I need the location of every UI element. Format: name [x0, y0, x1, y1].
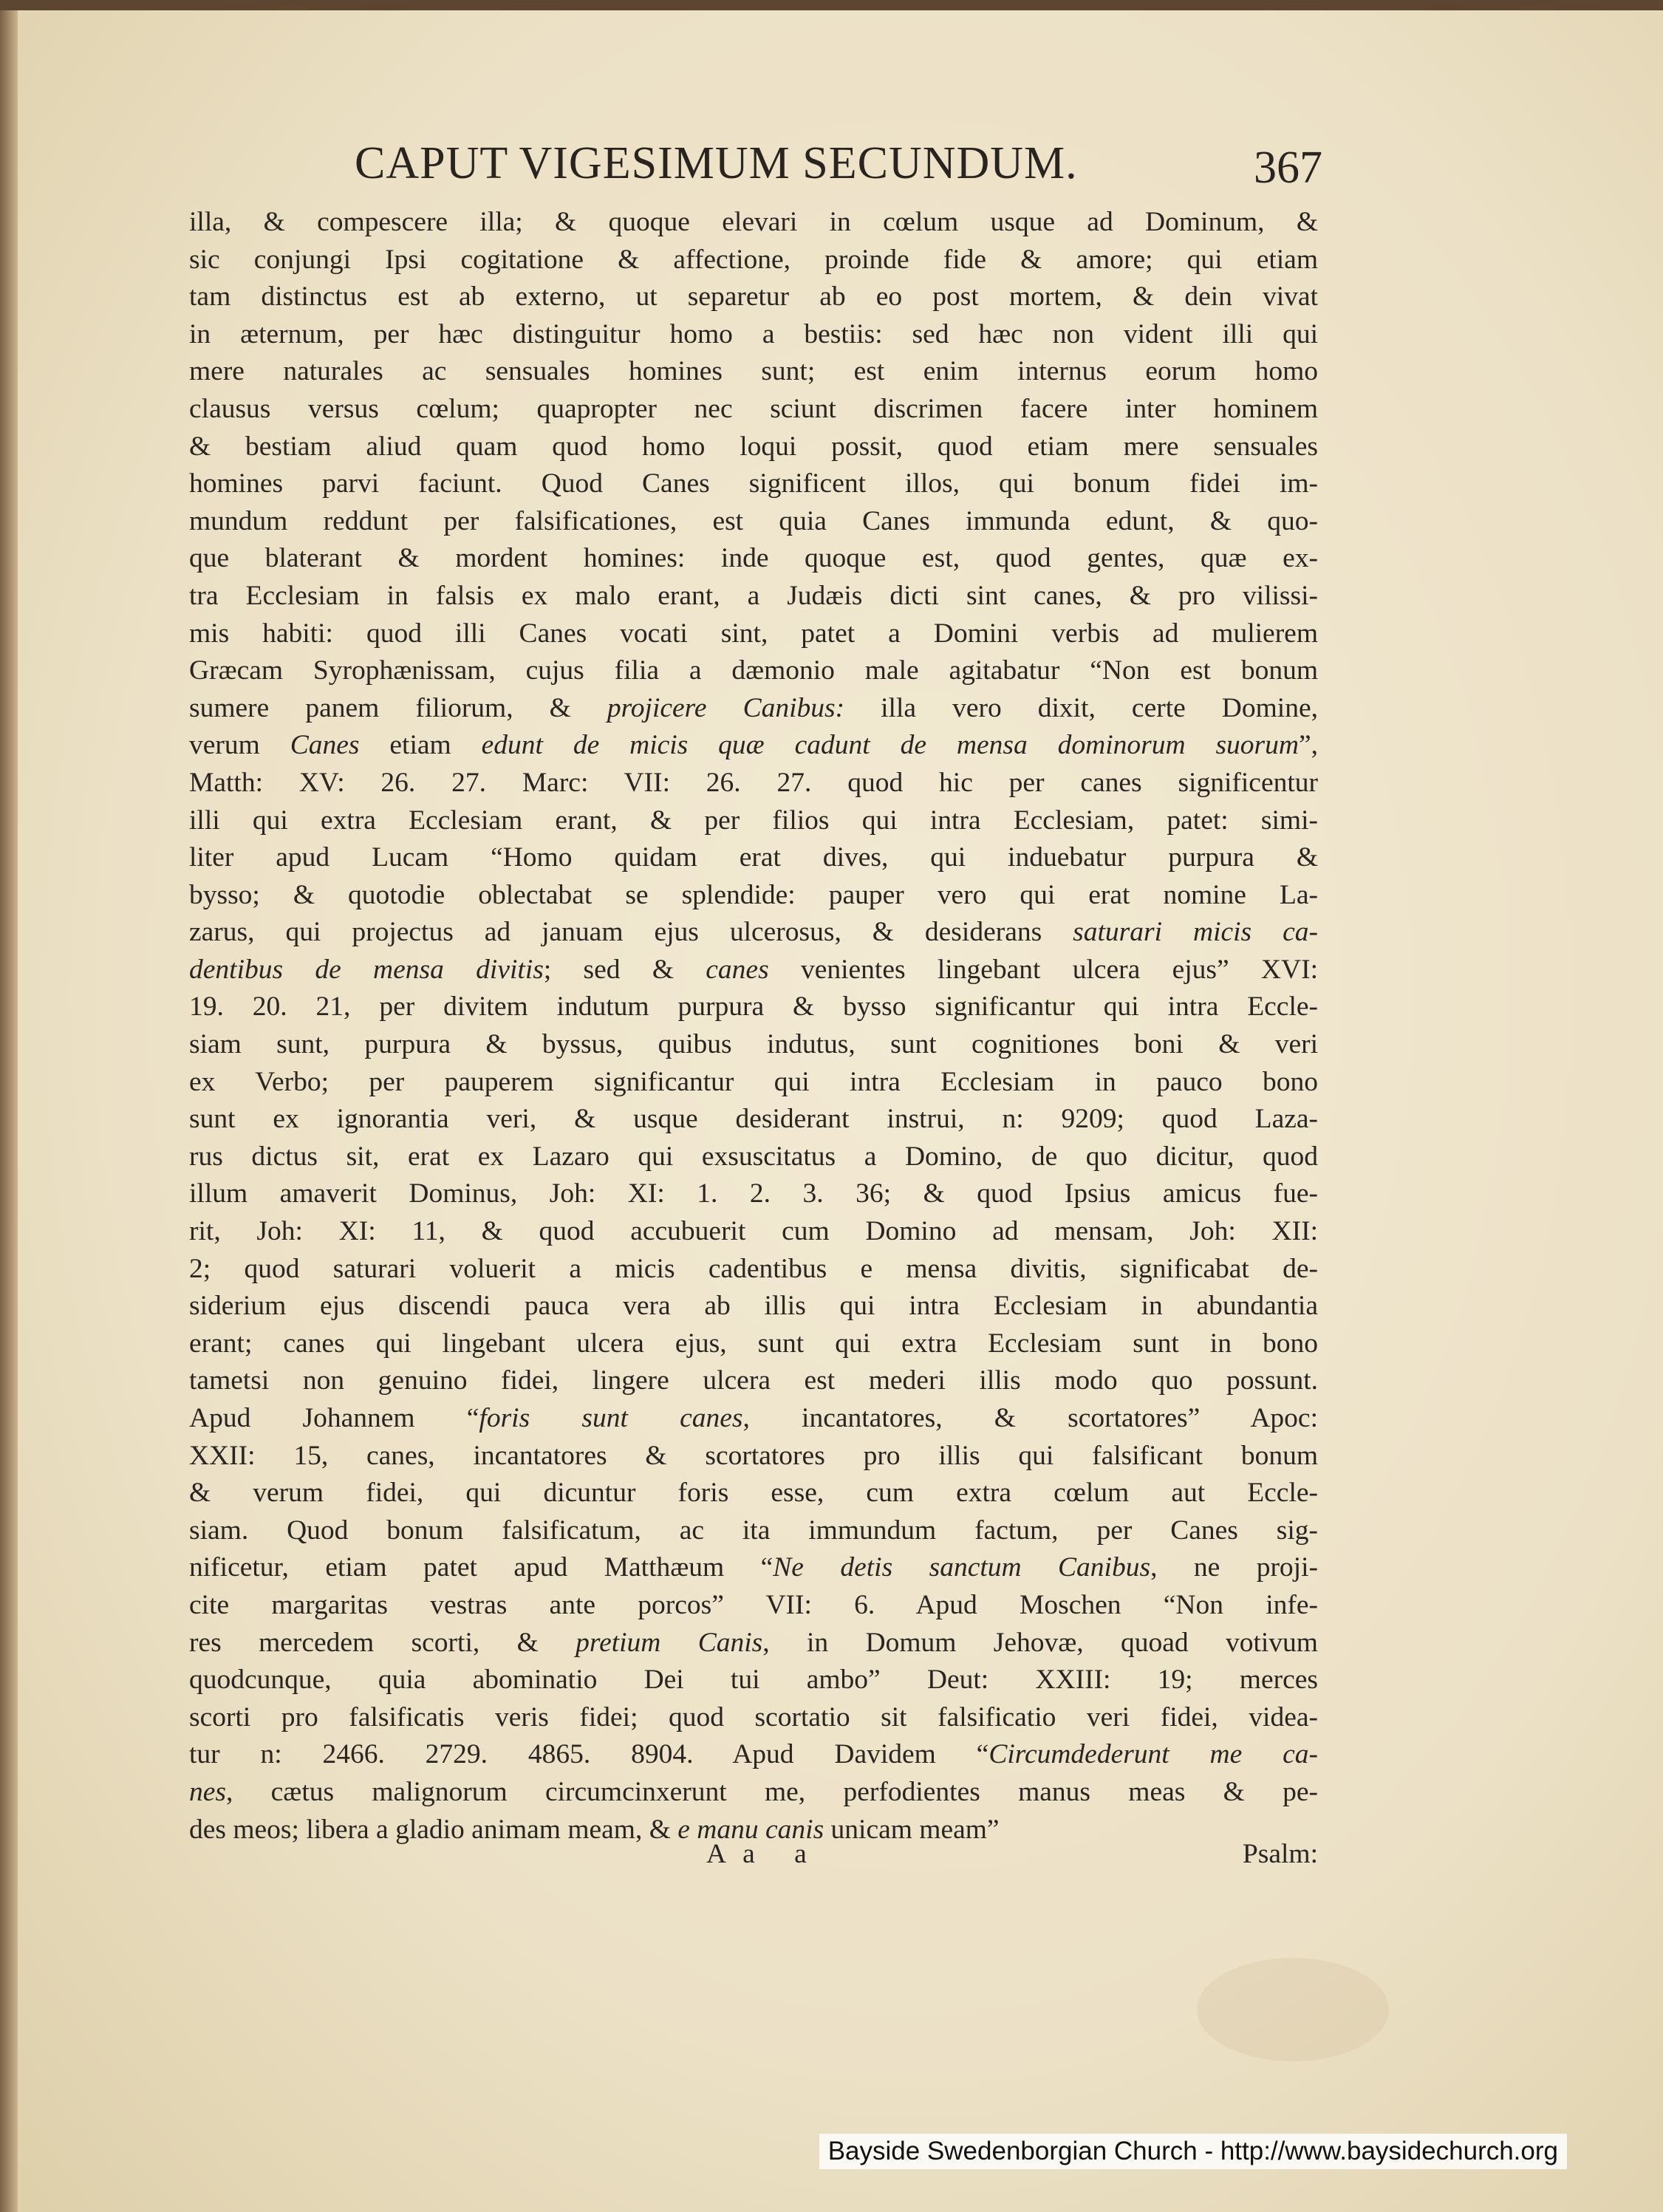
text-line: [189, 652, 1318, 690]
text-line: [189, 1662, 1318, 1699]
text-line: [189, 1251, 1318, 1288]
italic-segment: nes: [189, 1776, 226, 1807]
text-segment: , incantatores, & scortatores” Apoc:: [742, 1403, 1318, 1433]
text-segment: , cætus malignorum circumcinxerunt me, perfodientes manus meas & pe-: [226, 1776, 1318, 1807]
text-line: [189, 615, 1318, 653]
text-segment: zarus, qui projectus ad januam ejus ulcerosus, & desiderans: [189, 917, 1073, 948]
text-line: [189, 1699, 1318, 1737]
text-segment: verum: [189, 730, 290, 761]
text-segment: sic conjungi Ipsi cogitatione & affectione, proinde fide & amore; qui etiam: [189, 244, 1318, 275]
text-segment: rit, Joh: XI: 11, & quod accubuerit cum Domino ad mensam, Joh: XII:: [189, 1216, 1318, 1247]
text-segment: siam. Quod bonum falsificatum, ac ita immundum factum, per Canes sig-: [189, 1515, 1318, 1546]
text-line: [189, 204, 1318, 242]
text-line: [189, 242, 1318, 279]
text-segment: , in Domum Jehovæ, quoad votivum: [762, 1627, 1318, 1658]
text-line: [189, 503, 1318, 541]
text-segment: homines parvi faciunt. Quod Canes significent illos, qui bonum fidei im-: [189, 468, 1318, 499]
text-segment: tur n: 2466. 2729. 4865. 8904. Apud Davidem “: [189, 1739, 989, 1770]
text-segment: quodcunque, quia abominatio Dei tui ambo” Deut: XXIII: 19; merces: [189, 1665, 1318, 1696]
text-line: [189, 877, 1318, 915]
text-line: [189, 1438, 1318, 1475]
text-segment: ex Verbo; per pauperem significantur qui intra Ecclesiam in pauco bono: [189, 1066, 1318, 1097]
text-line: [189, 316, 1318, 354]
paper-stain: [1197, 1958, 1389, 2061]
italic-segment: Canes: [290, 730, 360, 761]
text-segment: 2; quod saturari voluerit a micis cadentibus e mensa divitis, significabat de-: [189, 1253, 1318, 1284]
text-segment: rus dictus sit, erat ex Lazaro qui exsuscitatus a Domino, de quo dicitur, quod: [189, 1141, 1318, 1172]
italic-segment: dentibus de mensa divitis: [189, 954, 544, 985]
text-line: [189, 1475, 1318, 1512]
text-line: [189, 1139, 1318, 1176]
text-line: [189, 1512, 1318, 1550]
catchword: Psalm:: [1242, 1839, 1318, 1869]
text-line: [189, 1325, 1318, 1363]
text-segment: erant; canes qui lingebant ulcera ejus, sunt qui extra Ecclesiam sunt in bono: [189, 1328, 1318, 1359]
text-line: [189, 429, 1318, 466]
italic-segment: e manu canis: [677, 1814, 824, 1845]
text-segment: tametsi non genuino fidei, lingere ulcera est mederi illis modo quo possunt.: [189, 1365, 1318, 1396]
text-segment: & verum fidei, qui dicuntur foris esse, cum extra cœlum aut Eccle-: [189, 1478, 1318, 1509]
text-line: [189, 391, 1318, 429]
text-line: [189, 914, 1318, 952]
text-segment: sumere panem filiorum, &: [189, 692, 607, 723]
text-line: [189, 1175, 1318, 1213]
text-line: [189, 1400, 1318, 1438]
text-line: [189, 1288, 1318, 1325]
text-segment: Græcam Syrophænissam, cujus filia a dæmonio male agitabatur “Non est bonum: [189, 655, 1318, 686]
text-segment: res mercedem scorti, &: [189, 1627, 576, 1658]
text-segment: , ne proji-: [1150, 1552, 1319, 1583]
italic-segment: Ne detis sanctum Canibus: [773, 1552, 1151, 1583]
text-segment: venientes lingebant ulcera ejus” XVI:: [768, 954, 1318, 985]
book-top-edge: [0, 0, 1663, 10]
text-segment: nificetur, etiam patet apud Matthæum “: [189, 1552, 774, 1583]
running-title: CAPUT VIGESIMUM SECUNDUM.: [355, 138, 1078, 188]
signature-mark: Aa a: [706, 1839, 823, 1869]
text-segment: illi qui extra Ecclesiam erant, & per filios qui intra Ecclesiam, patet: simi-: [189, 805, 1318, 836]
watermark-label: Bayside Swedenborgian Church - http://www.baysidechurch.org: [819, 2134, 1567, 2169]
text-segment: & bestiam aliud quam quod homo loqui possit, quod etiam mere sensuales: [189, 431, 1318, 462]
italic-segment: projicere Canibus:: [607, 692, 845, 723]
text-line: [189, 1213, 1318, 1251]
text-line: [189, 1736, 1318, 1774]
text-line: [189, 353, 1318, 391]
text-segment: bysso; & quotodie oblectabat se splendide: pauper vero qui erat nomine La-: [189, 879, 1318, 910]
text-segment: unicam meam”: [824, 1814, 1000, 1845]
text-segment: que blaterant & mordent homines: inde quoque est, quod gentes, quæ ex-: [189, 543, 1318, 574]
text-segment: cite margaritas vestras ante porcos” VII: 6. Apud Moschen “Non infe-: [189, 1589, 1318, 1620]
text-line: [189, 1625, 1318, 1662]
italic-segment: edunt de micis quæ cadunt de mensa dominorum suorum: [481, 730, 1299, 761]
page-header: [310, 132, 1322, 205]
text-segment: Apud Johannem “: [189, 1403, 479, 1433]
italic-segment: pretium Canis: [576, 1627, 763, 1658]
text-segment: tra Ecclesiam in falsis ex malo erant, a Judæis dicti sint canes, & pro vilissi-: [189, 580, 1318, 611]
text-segment: sunt ex ignorantia veri, & usque desiderant instrui, n: 9209; quod Laza-: [189, 1104, 1318, 1135]
text-segment: mundum reddunt per falsificationes, est quia Canes immunda edunt, & quo-: [189, 505, 1318, 536]
text-line: [189, 839, 1318, 877]
text-line: [189, 690, 1318, 728]
italic-segment: saturari micis ca-: [1073, 917, 1318, 948]
text-line: [189, 952, 1318, 989]
text-segment: illum amaverit Dominus, Joh: XI: 1. 2. 3. 36; & quod Ipsius amicus fue-: [189, 1178, 1318, 1209]
text-segment: ; sed &: [543, 954, 706, 985]
text-segment: siam sunt, purpura & byssus, quibus indutus, sunt cognitiones boni & veri: [189, 1029, 1318, 1060]
text-segment: XXII: 15, canes, incantatores & scortatores pro illis qui falsificant bonum: [189, 1440, 1318, 1471]
text-line: [189, 1549, 1318, 1587]
text-line: [189, 1026, 1318, 1064]
text-line: [189, 989, 1318, 1026]
text-segment: ”,: [1298, 730, 1318, 761]
text-segment: 19. 20. 21, per divitem indutum purpura & bysso significantur qui intra Eccle-: [189, 991, 1318, 1023]
text-line: [189, 1362, 1318, 1400]
text-line: [189, 727, 1318, 765]
text-segment: Matth: XV: 26. 27. Marc: VII: 26. 27. quod hic per canes significentur: [189, 767, 1318, 798]
text-line: [189, 1774, 1318, 1812]
text-line: [189, 279, 1318, 316]
text-line: [189, 578, 1318, 615]
text-line: [189, 540, 1318, 578]
book-binding-edge: [0, 10, 18, 2212]
italic-segment: foris sunt canes: [479, 1403, 743, 1433]
text-segment: des meos; libera a gladio animam meam, &: [189, 1814, 678, 1845]
body-text: [189, 204, 1318, 1849]
italic-segment: Circumdederunt me ca-: [988, 1739, 1318, 1770]
page-footer: [189, 1838, 1318, 1875]
text-segment: scorti pro falsificatis veris fidei; quod scortatio sit falsificatio veri fidei, videa-: [189, 1701, 1318, 1733]
text-line: [189, 1064, 1318, 1102]
italic-segment: canes: [706, 954, 769, 985]
text-line: [189, 1101, 1318, 1139]
text-segment: liter apud Lucam “Homo quidam erat dives, qui induebatur purpura &: [189, 842, 1318, 873]
text-segment: tam distinctus est ab externo, ut separetur ab eo post mortem, & dein vivat: [189, 281, 1318, 313]
text-segment: in æternum, per hæc distinguitur homo a bestiis: sed hæc non vident illi qui: [189, 318, 1318, 349]
text-segment: illa, & compescere illa; & quoque elevari in cœlum usque ad Dominum, &: [189, 207, 1318, 237]
text-segment: mis habiti: quod illi Canes vocati sint, patet a Domini verbis ad mulierem: [189, 618, 1318, 649]
text-segment: siderium ejus discendi pauca vera ab illis qui intra Ecclesiam in abundantia: [189, 1291, 1318, 1322]
text-segment: illa vero dixit, certe Domine,: [844, 692, 1318, 723]
text-line: [189, 1587, 1318, 1625]
text-line: [189, 765, 1318, 802]
text-segment: clausus versus cœlum; quapropter nec sciunt discrimen facere inter hominem: [189, 393, 1318, 424]
text-line: [189, 465, 1318, 503]
text-segment: etiam: [359, 730, 482, 761]
text-segment: mere naturales ac sensuales homines sunt; est enim internus eorum homo: [189, 356, 1318, 387]
page-number: 367: [1254, 143, 1322, 193]
text-line: [189, 802, 1318, 840]
